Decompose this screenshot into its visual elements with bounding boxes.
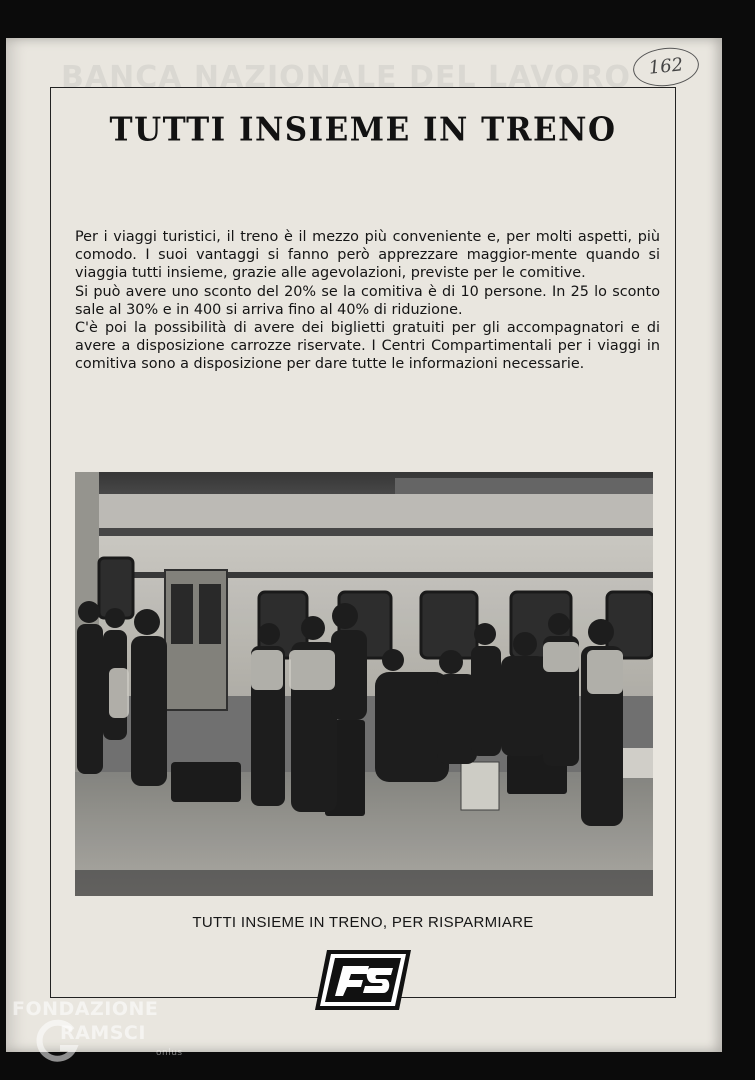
ad-paragraph-1: Per i viaggi turistici, il treno è il mezzo più conveniente e, per molti aspetti, più comodo. I suoi vantaggi si fanno però apprezzare maggior-mente quando si viaggia tutti insieme, grazie alle agevolazioni, previste per le comitive. — [75, 229, 660, 282]
fondazione-gramsci-watermark — [8, 998, 198, 1058]
watermark-line-1: FONDAZIONE — [12, 998, 159, 1020]
ad-paragraph-3: C'è poi la possibilità di avere dei biglietti gratuiti per gli accompagnatori e di avere a disposizione carrozze riservate. I Centri Compartimentali per i viaggi in comitiva sono a disposizione per dare tutte le informazioni necessarie. — [75, 320, 660, 373]
photo-caption: TUTTI INSIEME IN TRENO, PER RISPARMIARE — [192, 914, 534, 931]
advertisement-frame — [50, 87, 676, 998]
watermark-onlus: onlus — [156, 1048, 183, 1058]
ad-headline: TUTTI INSIEME IN TRENO — [109, 111, 617, 149]
fs-logo-icon — [313, 946, 413, 1014]
fs-logo — [313, 946, 413, 1014]
bleed-through-text: BANCA NAZIONALE DEL LAVORO — [61, 60, 632, 95]
train-platform-photo — [75, 472, 653, 896]
document-page — [6, 38, 722, 1058]
watermark-line-2: RAMSCI — [60, 1022, 146, 1044]
ad-paragraph-2: Si può avere uno sconto del 20% se la comitiva è di 10 persone. In 25 lo sconto sale al 30% e in 400 si arriva fino al 40% di riduzione. — [75, 283, 660, 318]
ad-body-text — [75, 228, 660, 374]
archive-number-stamp: 162 — [631, 45, 701, 90]
photo-illustration — [75, 472, 653, 896]
